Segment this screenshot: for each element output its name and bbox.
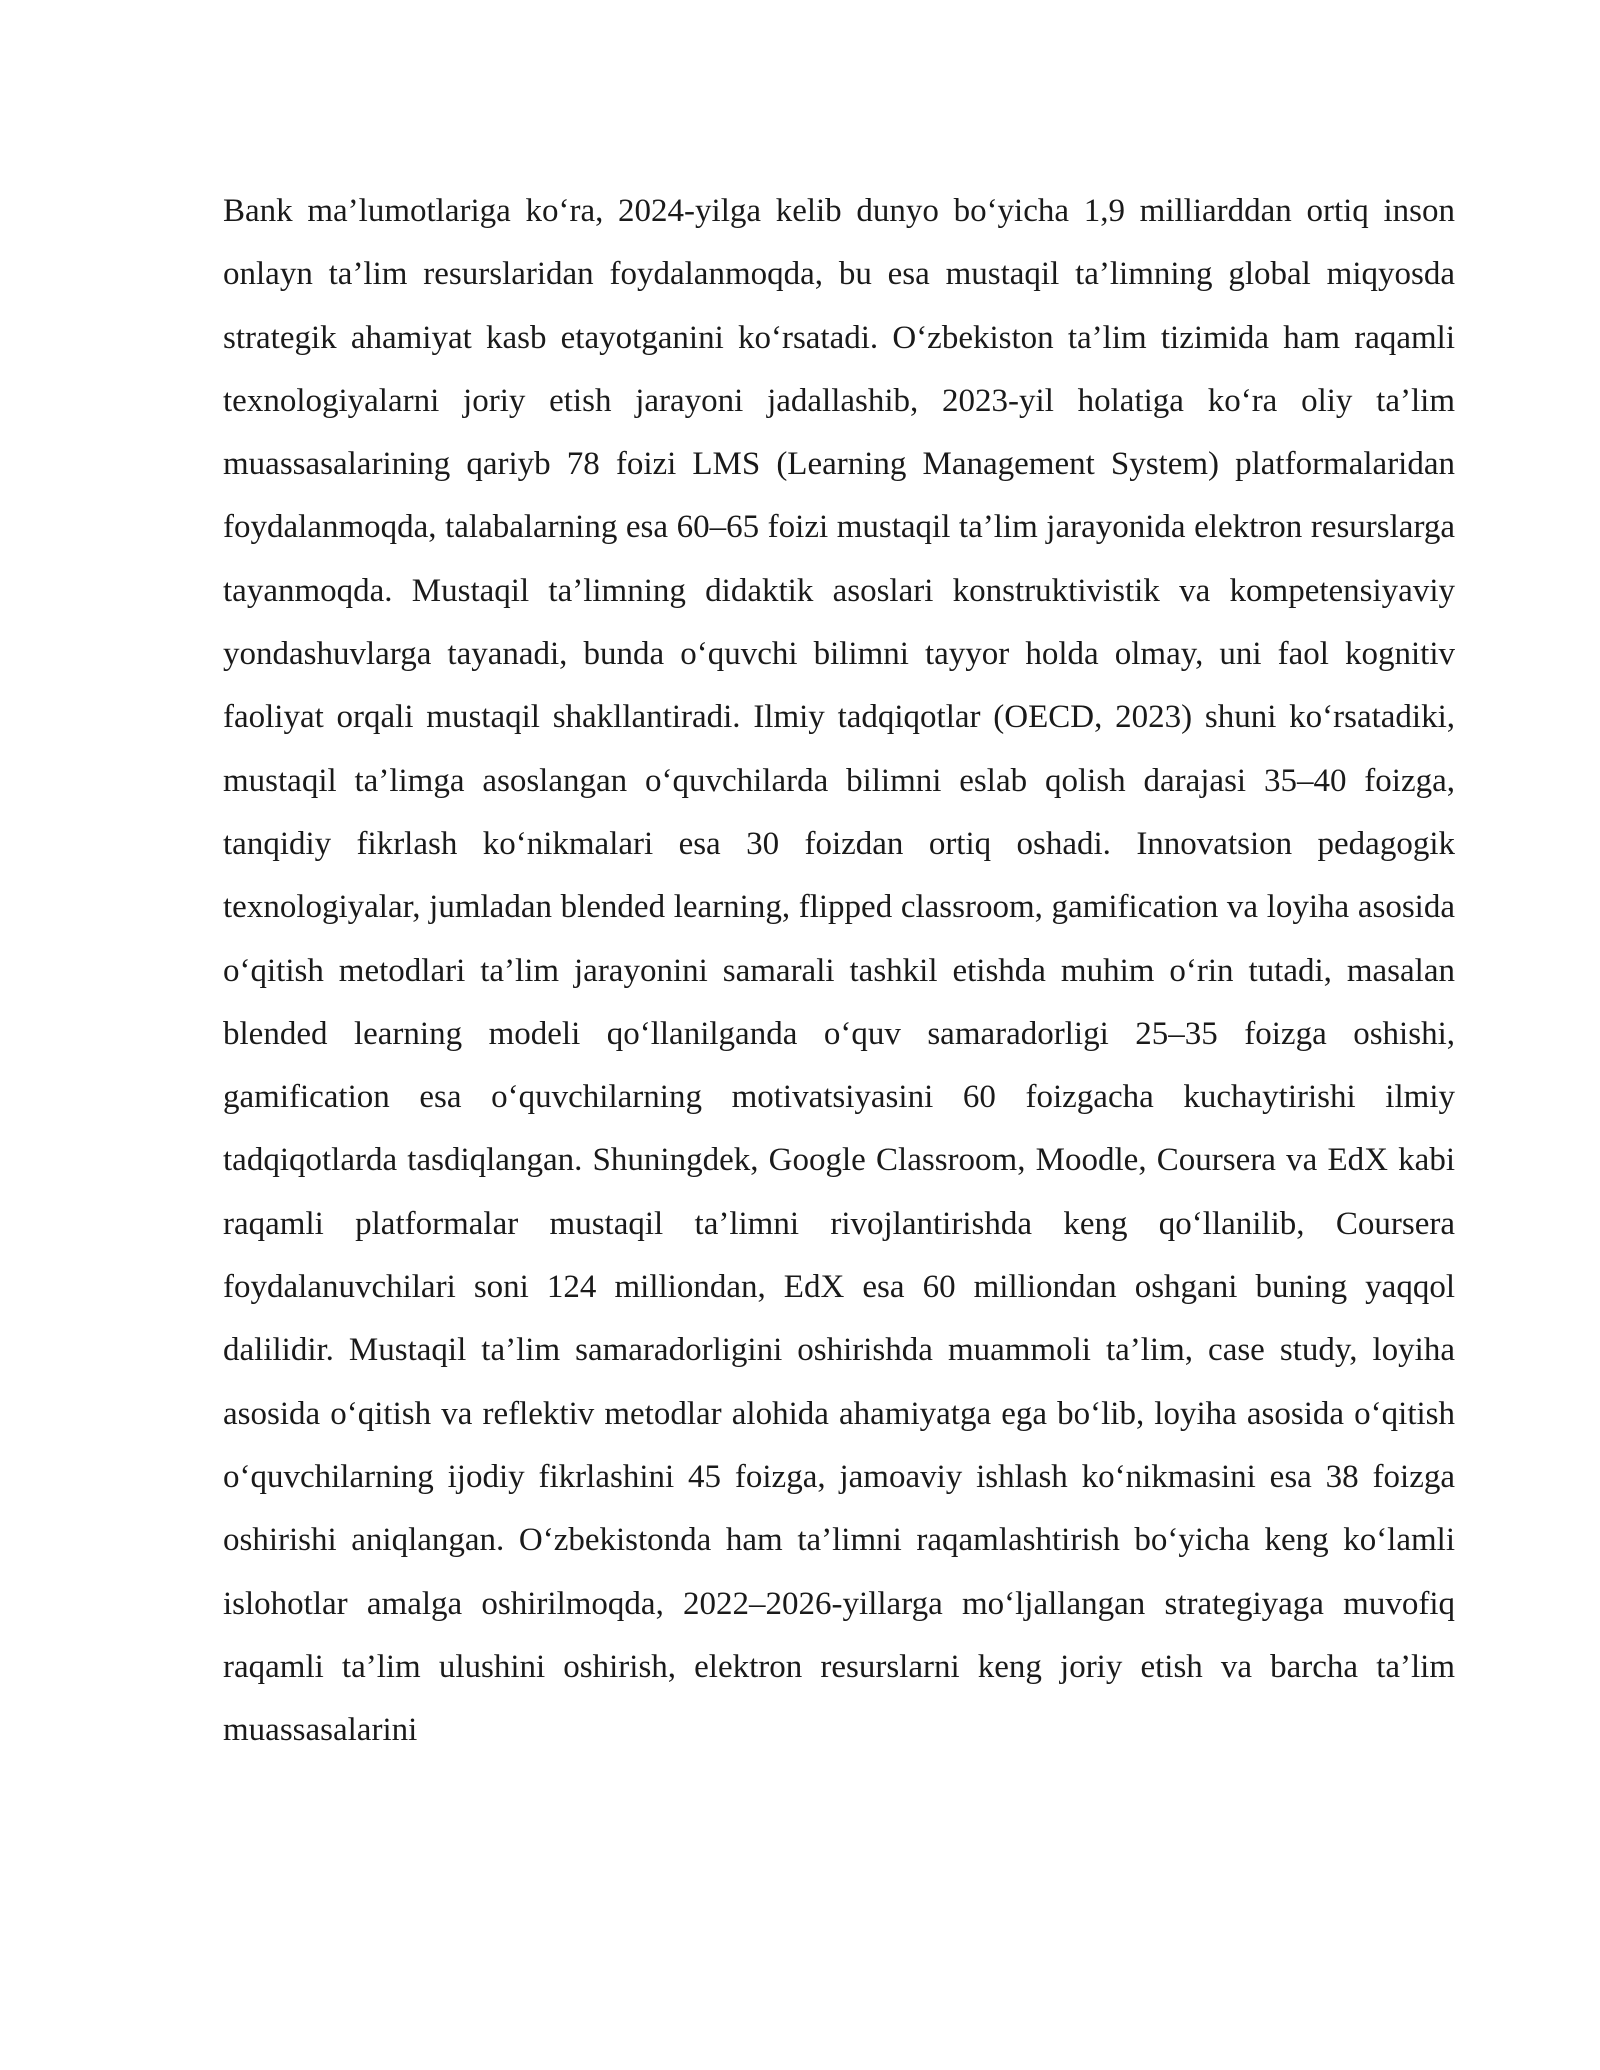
body-paragraph: Bank ma’lumotlariga ko‘ra, 2024-yilga kelib dunyo bo‘yicha 1,9 milliarddan ortiq inson onlayn ta’lim resurslaridan foydalanmoqda, bu esa mustaqil ta’limning global miqyosda strategik ahamiyat kasb etayotganini ko‘rsatadi. O‘zbekiston ta’lim tizimida ham raqamli texnologiyalarni joriy etish jarayoni jadallashib, 2023-yil holatiga ko‘ra oliy ta’lim muassasalarining qariyb 78 foizi LMS (Learning Management System) platformalaridan foydalanmoqda, talabalarning esa 60–65 foizi mustaqil ta’lim jarayonida elektron resurslarga tayanmoqda. Mustaqil ta’limning didaktik asoslari konstruktivistik va kompetensiyaviy yondashuvlarga tayanadi, bunda o‘quvchi bilimni tayyor holda olmay, uni faol kognitiv faoliyat orqali mustaqil shakllantiradi. Ilmiy tadqiqotlar (OECD, 2023) shuni ko‘rsatadiki, mustaqil ta’limga asoslangan o‘quvchilarda bilimni eslab qolish darajasi 35–40 foizga, tanqidiy fikrlash ko‘nikmalari esa 30 foizdan ortiq oshadi. Innovatsion pedagogik texnologiyalar, jumladan blended learning, flipped classroom, gamification va loyiha asosida o‘qitish metodlari ta’lim jarayonini samarali tashkil etishda muhim o‘rin tutadi, masalan blended learning modeli qo‘llanilganda o‘quv samaradorligi 25–35 foizga oshishi, gamification esa o‘quvchilarning motivatsiyasini 60 foizgacha kuchaytirishi ilmiy tadqiqotlarda tasdiqlangan. Shuningdek, Google Classroom, Moodle, Coursera va EdX kabi raqamli platformalar mustaqil ta’limni rivojlantirishda keng qo‘llanilib, Coursera foydalanuvchilari soni 124 milliondan, EdX esa 60 milliondan oshgani buning yaqqol dalilidir. Mustaqil ta’lim samaradorligini oshirishda muammoli ta’lim, case study, loyiha asosida o‘qitish va reflektiv metodlar alohida ahamiyatga ega bo‘lib, loyiha asosida o‘qitish o‘quvchilarning ijodiy fikrlashini 45 foizga, jamoaviy ishlash ko‘nikmasini esa 38 foizga oshirishi aniqlangan. O‘zbekistonda ham ta’limni raqamlashtirish bo‘yicha keng ko‘lamli islohotlar amalga oshirilmoqda, 2022–2026-yillarga mo‘ljallangan strategiyaga muvofiq raqamli ta’lim ulushini oshirish, elektron resurslarni keng joriy etish va barcha ta’lim muassasalarini	[223, 193, 1455, 1749]
